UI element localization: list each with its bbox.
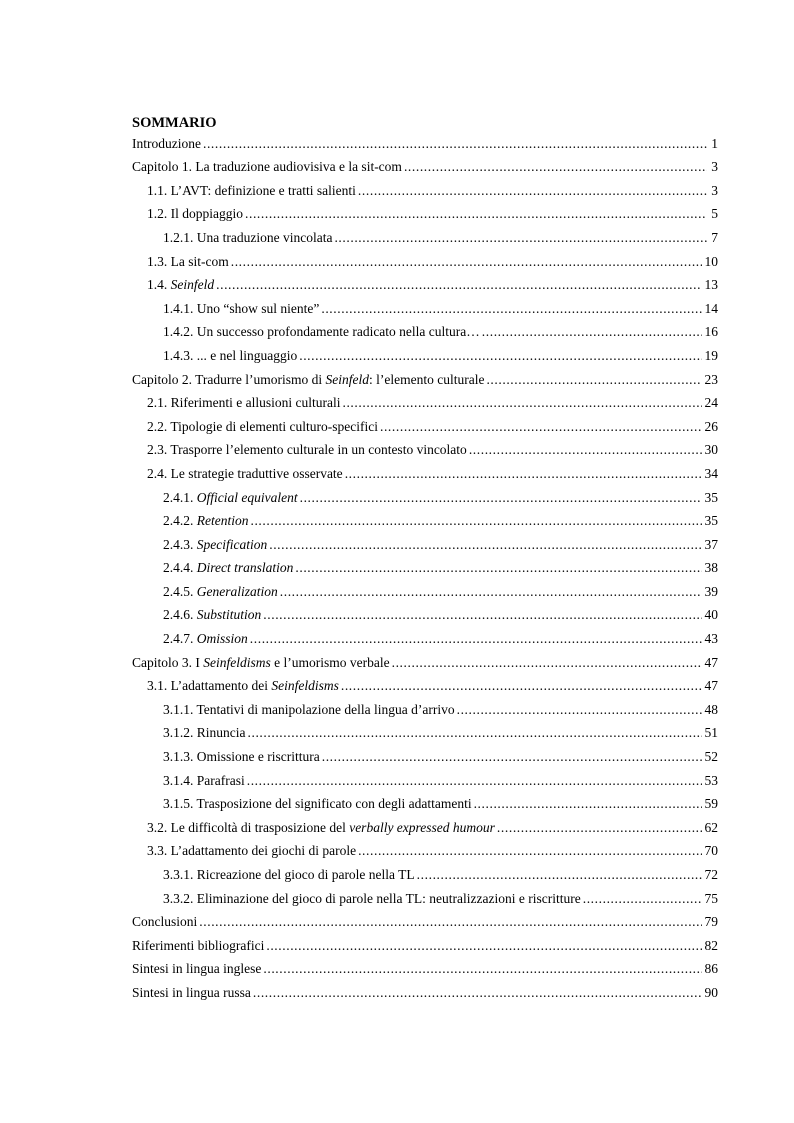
toc-entry-title-italic: Generalization [196,583,278,599]
toc-page-number: 47 [704,654,718,670]
toc-entry[interactable] [132,222,718,246]
toc-entry-title-part: Sintesi in lingua inglese [132,961,262,977]
toc-dot-leader [199,913,701,930]
toc-page-number: 79 [704,914,718,930]
toc-entry-title-part: 3.1.5. Trasposizione del significato con degli adattamenti [163,796,472,812]
toc-dot-leader [358,842,701,859]
toc-page-number: 26 [704,418,718,434]
toc-entry[interactable] [132,175,718,199]
toc-dot-leader [342,394,701,411]
toc-entry[interactable] [132,340,718,364]
toc-dot-leader [404,158,707,175]
toc-entry[interactable] [132,789,718,813]
toc-entry-title-part: 2.4.5. [163,583,197,599]
toc-entry[interactable] [132,671,718,695]
toc-dot-leader [583,890,702,907]
toc-dot-leader [300,489,702,506]
toc-page-number: 62 [704,819,718,835]
toc-page-number: 34 [704,465,718,481]
toc-entry[interactable] [132,600,718,624]
toc-entry-title-italic: Seinfeldisms [271,678,339,694]
toc-entry[interactable] [132,435,718,459]
toc-dot-leader [486,371,701,388]
toc-entry[interactable] [132,128,718,152]
toc-dot-leader [248,724,702,741]
toc-entry-title-italic: Substitution [196,607,262,623]
toc-entry[interactable] [132,977,718,1001]
toc-entry[interactable] [132,576,718,600]
toc-page-number: 24 [704,395,718,411]
toc-entry-title [163,606,261,623]
toc-entry-title [163,536,267,553]
toc-entry-title [132,984,251,1001]
toc-page-number: 30 [704,442,718,458]
toc-entry-title [147,394,340,411]
toc-dot-leader [247,772,702,789]
toc-dot-leader [345,465,702,482]
toc-dot-leader [358,182,707,199]
toc-entry-title-part: 1.4.2. Un successo profondamente radicato nella cultura… [163,324,480,340]
toc-dot-leader [263,960,701,977]
toc-entry-title [163,866,415,883]
toc-page-number: 14 [704,300,718,316]
toc-entry[interactable] [132,293,718,317]
toc-entry-title-part: Sintesi in lingua russa [132,984,251,1000]
toc-entry-title-part: 1.2.1. Una traduzione vincolata [163,229,333,245]
toc-entry-title [147,819,495,836]
toc-entry-title-italic: Retention [196,513,249,529]
toc-entry-title-part: Capitolo 1. La traduzione audiovisiva e la sit-com [132,159,402,175]
toc-entry[interactable] [132,270,718,294]
toc-entry-title [147,253,229,270]
toc-page-number: 10 [704,253,718,269]
toc-entry-title-part: 3.1. L’adattamento dei [147,678,272,694]
toc-entry-title-italic: Omission [196,631,248,647]
toc-entry-title-part: 2.4.1. [163,489,197,505]
toc-entry-title [163,890,581,907]
toc-entry[interactable] [132,765,718,789]
toc-entry-title-part: : l’elemento culturale [369,371,485,387]
toc-entry[interactable] [132,930,718,954]
toc-entry[interactable] [132,506,718,530]
toc-entry-title-part: 2.2. Tipologie di elementi culturo-specifici [147,418,378,434]
toc-dot-leader [203,135,707,152]
toc-entry-title-part: 3.3. L’adattamento dei giochi di parole [147,843,357,859]
toc-entry-title-part: 3.1.1. Tentativi di manipolazione della lingua d’arrivo [163,701,455,717]
toc-page-number: 1 [711,135,718,151]
toc-entry[interactable] [132,317,718,341]
toc-dot-leader [216,276,701,293]
toc-entry-title [147,465,343,482]
table-of-contents [132,128,718,1001]
toc-page-number: 72 [704,867,718,882]
toc-entry-title-part: 2.3. Trasporre l’elemento culturale in un contesto vincolato [147,442,467,458]
toc-page-number: 3 [711,182,718,198]
toc-page-number: 35 [704,513,718,529]
toc-dot-leader [299,347,701,364]
toc-dot-leader [474,795,702,812]
toc-page-number: 59 [704,796,718,812]
toc-entry-title [147,276,214,293]
toc-dot-leader [263,606,701,623]
toc-dot-leader [250,630,702,647]
toc-entry-title [163,583,278,600]
toc-entry-title [163,489,298,506]
toc-entry-title [147,418,378,435]
toc-entry-title-part: 3.2. Le difficoltà di trasposizione del [147,819,350,835]
toc-entry-title-part: Conclusioni [132,914,198,930]
toc-entry-title [132,158,402,175]
toc-entry-title [163,795,472,812]
toc-entry-title-part: 1.1. L’AVT: definizione e tratti salienti [147,182,356,198]
toc-page-number: 48 [704,701,718,717]
toc-dot-leader [380,418,702,435]
toc-page-number: 86 [704,961,718,977]
toc-entry-title-part: 2.4.3. [163,536,197,552]
toc-page-number: 35 [704,489,718,505]
toc-entry[interactable] [132,954,718,978]
toc-entry-title-italic: Seinfeldisms [203,654,271,670]
toc-entry[interactable] [132,199,718,223]
toc-entry-title-part: 1.4.3. ... e nel linguaggio [163,347,298,363]
toc-page-number: 19 [704,347,718,363]
toc-entry[interactable] [132,411,718,435]
toc-dot-leader [334,229,707,246]
toc-dot-leader [482,323,702,340]
toc-entry-title-italic: Direct translation [196,560,294,576]
toc-entry-title [163,323,480,340]
toc-entry-title [163,724,246,741]
toc-entry[interactable] [132,836,718,860]
toc-entry-title-part: 1.2. Il doppiaggio [147,206,243,222]
toc-dot-leader [341,677,702,694]
toc-entry-title-italic: verbally expressed humour [349,819,495,835]
toc-entry[interactable] [132,812,718,836]
toc-entry-title [163,772,245,789]
toc-entry-title [163,347,297,364]
toc-entry-title [163,701,455,718]
toc-page-number: 90 [704,984,718,1000]
toc-entry[interactable] [132,694,718,718]
page-title: SOMMARIO [132,115,217,131]
toc-page-number: 13 [704,277,718,293]
toc-entry-title [132,937,264,954]
toc-dot-leader [231,253,702,270]
toc-entry-title-part: 2.4.2. [163,513,197,529]
toc-page-number: 40 [704,607,718,623]
toc-page-number: 47 [704,678,718,694]
toc-entry-title-part: 3.1.3. Omissione e riscrittura [163,749,320,765]
toc-entry-title-part: 1.3. La sit-com [147,253,229,269]
toc-entry-title-italic: Official equivalent [196,489,298,505]
toc-entry-title [147,441,467,458]
toc-entry-title-italic: Seinfeld [325,371,369,387]
toc-entry[interactable] [132,718,718,742]
toc-dot-leader [457,701,702,718]
toc-entry-title [132,913,197,930]
toc-entry-title-part: 2.1. Riferimenti e allusioni culturali [147,395,341,411]
toc-entry-title [163,559,293,576]
toc-entry-title-part: Riferimenti bibliografici [132,937,265,953]
toc-dot-leader [497,819,702,836]
toc-entry-title-italic: Specification [196,536,268,552]
toc-entry-title-part: Introduzione [132,135,201,151]
toc-entry[interactable] [132,388,718,412]
toc-entry-title-part: Capitolo 2. Tradurre l’umorismo di [132,371,326,387]
toc-page-number: 53 [704,772,718,788]
toc-dot-leader [250,512,701,529]
toc-entry-title [147,842,356,859]
toc-entry-title-part: 3.3.1. Ricreazione del gioco di parole nella TL [163,867,415,882]
toc-entry[interactable] [132,859,718,883]
toc-dot-leader [322,748,702,765]
toc-page-number: 37 [704,536,718,552]
toc-entry[interactable] [132,482,718,506]
toc-page-number: 82 [704,937,718,953]
toc-entry-title [132,135,201,152]
toc-entry-title [147,182,356,199]
toc-entry[interactable] [132,623,718,647]
toc-entry[interactable] [132,364,718,388]
toc-entry-title-italic: Seinfeld [170,277,215,293]
toc-page-number: 70 [704,843,718,859]
toc-dot-leader [253,984,702,1001]
toc-entry-title [163,748,320,765]
toc-dot-leader [295,559,701,576]
toc-entry-title [163,300,319,317]
toc-entry-title [132,960,261,977]
toc-entry[interactable] [132,553,718,577]
toc-dot-leader [392,654,702,671]
toc-entry[interactable] [132,152,718,176]
toc-page-number: 51 [704,725,718,741]
toc-entry[interactable] [132,741,718,765]
toc-page-number: 7 [711,229,718,245]
toc-entry-title-part: 2.4.6. [163,607,197,623]
toc-page-number: 43 [704,631,718,647]
toc-entry[interactable] [132,647,718,671]
toc-page-number: 5 [711,206,718,222]
toc-dot-leader [417,866,702,883]
toc-entry-title-part: 2.4.7. [163,631,197,647]
toc-entry[interactable] [132,458,718,482]
toc-entry-title-part: 1.4. [147,277,171,293]
toc-entry-title [132,371,484,388]
toc-page-number: 75 [704,890,718,906]
toc-entry-title-part: 3.1.2. Rinuncia [163,725,246,741]
toc-page-number: 16 [704,324,718,340]
toc-entry-title [147,677,339,694]
toc-entry-title-part: 2.4. Le strategie traduttive osservate [147,465,343,481]
toc-dot-leader [266,937,701,954]
toc-entry[interactable] [132,907,718,931]
toc-entry-title-part: 3.1.4. Parafrasi [163,772,245,788]
toc-entry-title-part: Capitolo 3. I [132,654,204,670]
toc-page-number: 52 [704,749,718,765]
toc-entry-title [163,512,248,529]
toc-entry-title [147,205,243,222]
toc-entry-title [163,630,248,647]
toc-entry-title-part: e l’umorismo verbale [270,654,390,670]
toc-entry-title-part: 1.4.1. Uno “show sul niente” [163,300,320,316]
toc-dot-leader [245,205,707,222]
toc-page-number: 38 [704,560,718,576]
toc-dot-leader [469,441,702,458]
toc-page-number: 23 [704,371,718,387]
toc-entry[interactable] [132,246,718,270]
toc-entry-title-part: 2.4.4. [163,560,197,576]
toc-page-number: 3 [711,159,718,175]
toc-entry[interactable] [132,883,718,907]
toc-entry-title-part: 3.3.2. Eliminazione del gioco di parole nella TL: neutralizzazioni e riscritture [163,890,581,906]
toc-dot-leader [321,300,701,317]
toc-entry[interactable] [132,529,718,553]
toc-dot-leader [269,536,701,553]
toc-page-number: 39 [704,583,718,599]
toc-dot-leader [280,583,702,600]
toc-entry-title [132,654,390,671]
toc-entry-title [163,229,332,246]
